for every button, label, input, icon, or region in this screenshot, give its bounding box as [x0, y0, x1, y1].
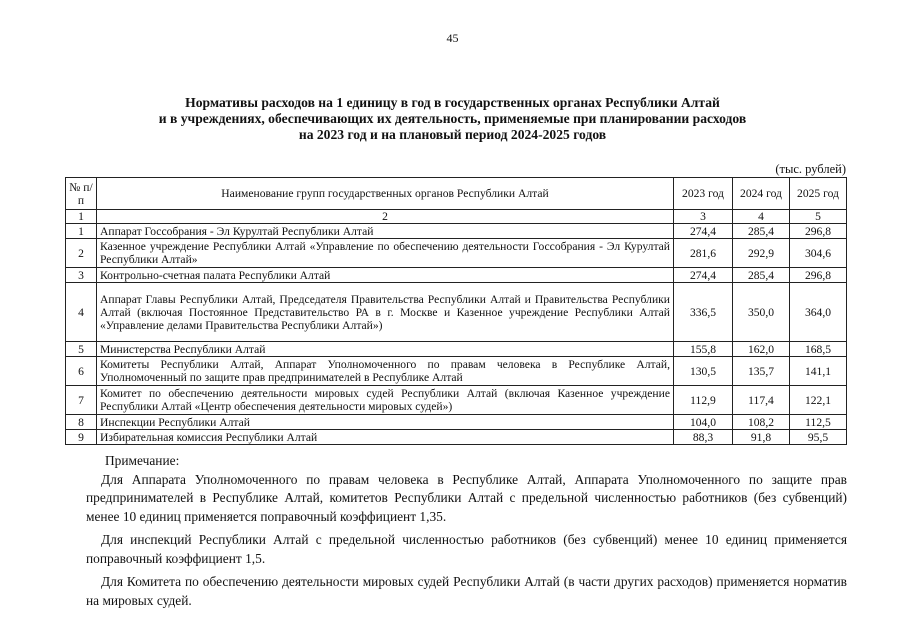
title-line-2: и в учреждениях, обеспечивающих их деятельность, применяемые при планировании расходов: [158, 111, 747, 126]
row-num: 3: [66, 268, 97, 283]
row-2025: 296,8: [790, 268, 847, 283]
header-name: Наименование групп государственных органов Республики Алтай: [97, 178, 674, 210]
row-name: Инспекции Республики Алтай: [97, 415, 674, 430]
row-2023: 281,6: [674, 239, 733, 268]
row-2024: 285,4: [733, 268, 790, 283]
row-2023: 274,4: [674, 268, 733, 283]
row-2024: 350,0: [733, 283, 790, 342]
row-name: Казенное учреждение Республики Алтай «Управление по обеспечению деятельности Госсобрания - Эл Курултай Республики Алтай»: [97, 239, 674, 268]
table-row: [66, 224, 847, 239]
row-name: Комитеты Республики Алтай, Аппарат Уполномоченного по правам человека в Республике Алтай, Уполномоченный по защите прав предпринимателей в Республике Алтай: [97, 357, 674, 386]
row-name: Комитет по обеспечению деятельности мировых судей Республики Алтай (включая Казенное учреждение Республики Алтай «Центр обеспечения деятельности мировых судей»): [97, 386, 674, 415]
table-header-row: [66, 178, 847, 210]
row-2025: 122,1: [790, 386, 847, 415]
row-2024: 135,7: [733, 357, 790, 386]
row-2024: 108,2: [733, 415, 790, 430]
row-num: 8: [66, 415, 97, 430]
index-cell: 1: [66, 210, 97, 224]
row-num: 6: [66, 357, 97, 386]
table-row: [66, 386, 847, 415]
page-number: 45: [446, 31, 459, 45]
row-2025: 95,5: [790, 430, 847, 445]
notes-heading: Примечание:: [105, 453, 180, 468]
row-2025: 141,1: [790, 357, 847, 386]
row-2024: 117,4: [733, 386, 790, 415]
row-2025: 364,0: [790, 283, 847, 342]
row-num: 4: [66, 283, 97, 342]
row-2024: 285,4: [733, 224, 790, 239]
norms-table: [65, 177, 847, 445]
index-cell: 5: [790, 210, 847, 224]
row-2023: 274,4: [674, 224, 733, 239]
row-num: 5: [66, 342, 97, 357]
row-name: Аппарат Госсобрания - Эл Курултай Республики Алтай: [97, 224, 674, 239]
table-row: [66, 430, 847, 445]
note-paragraph: Для Комитета по обеспечению деятельности мировых судей Республики Алтай (в части других расходов) применяется норматив на мировых судей.: [86, 574, 847, 608]
index-cell: 4: [733, 210, 790, 224]
row-2025: 112,5: [790, 415, 847, 430]
row-2024: 162,0: [733, 342, 790, 357]
table-row: [66, 342, 847, 357]
note-paragraph: Для Аппарата Уполномоченного по правам человека в Республике Алтай, Аппарата Уполномоченного по защите прав предпринимателей в Республике Алтай, комитетов Республики Алтай с предельной численностью работников (без субвенций) менее 10 единиц применяется поправочный коэффициент 1,35.: [86, 471, 847, 524]
header-2023: 2023 год: [674, 178, 733, 210]
header-2025: 2025 год: [790, 178, 847, 210]
header-num: № п/п: [66, 178, 97, 210]
table-row: [66, 415, 847, 430]
row-2023: 155,8: [674, 342, 733, 357]
units-note: (тыс. рублей): [775, 162, 846, 176]
table-row: [66, 268, 847, 283]
row-2025: 168,5: [790, 342, 847, 357]
table-index-row: [66, 210, 847, 224]
table-row: [66, 357, 847, 386]
row-num: 7: [66, 386, 97, 415]
index-cell: 3: [674, 210, 733, 224]
row-2023: 336,5: [674, 283, 733, 342]
row-num: 2: [66, 239, 97, 268]
row-2023: 88,3: [674, 430, 733, 445]
row-2023: 104,0: [674, 415, 733, 430]
row-2023: 130,5: [674, 357, 733, 386]
row-name: Избирательная комиссия Республики Алтай: [97, 430, 674, 445]
table-row: [66, 239, 847, 268]
index-cell: 2: [97, 210, 674, 224]
title-line-1: Нормативы расходов на 1 единицу в год в государственных органах Республики Алтай: [185, 95, 720, 110]
row-2025: 296,8: [790, 224, 847, 239]
row-num: 9: [66, 430, 97, 445]
title-line-3: на 2023 год и на плановый период 2024-2025 годов: [298, 127, 607, 142]
header-2024: 2024 год: [733, 178, 790, 210]
row-2025: 304,6: [790, 239, 847, 268]
document-title: [60, 95, 845, 143]
row-name: Контрольно-счетная палата Республики Алтай: [97, 268, 674, 283]
row-2023: 112,9: [674, 386, 733, 415]
notes-section: [86, 452, 847, 615]
table-row: [66, 283, 847, 342]
row-num: 1: [66, 224, 97, 239]
row-name: Министерства Республики Алтай: [97, 342, 674, 357]
note-paragraph: Для инспекций Республики Алтай с предельной численностью работников (без субвенций) менее 10 единиц применяется поправочный коэффициент 1,5.: [86, 532, 847, 566]
row-name: Аппарат Главы Республики Алтай, Председателя Правительства Республики Алтай и Правительства Республики Алтай (включая Постоянное Представительство РА в г. Москве и Казенное учреждение Республики Алтай «Управление делами Правительства Республики Алтай»): [97, 283, 674, 342]
row-2024: 292,9: [733, 239, 790, 268]
row-2024: 91,8: [733, 430, 790, 445]
